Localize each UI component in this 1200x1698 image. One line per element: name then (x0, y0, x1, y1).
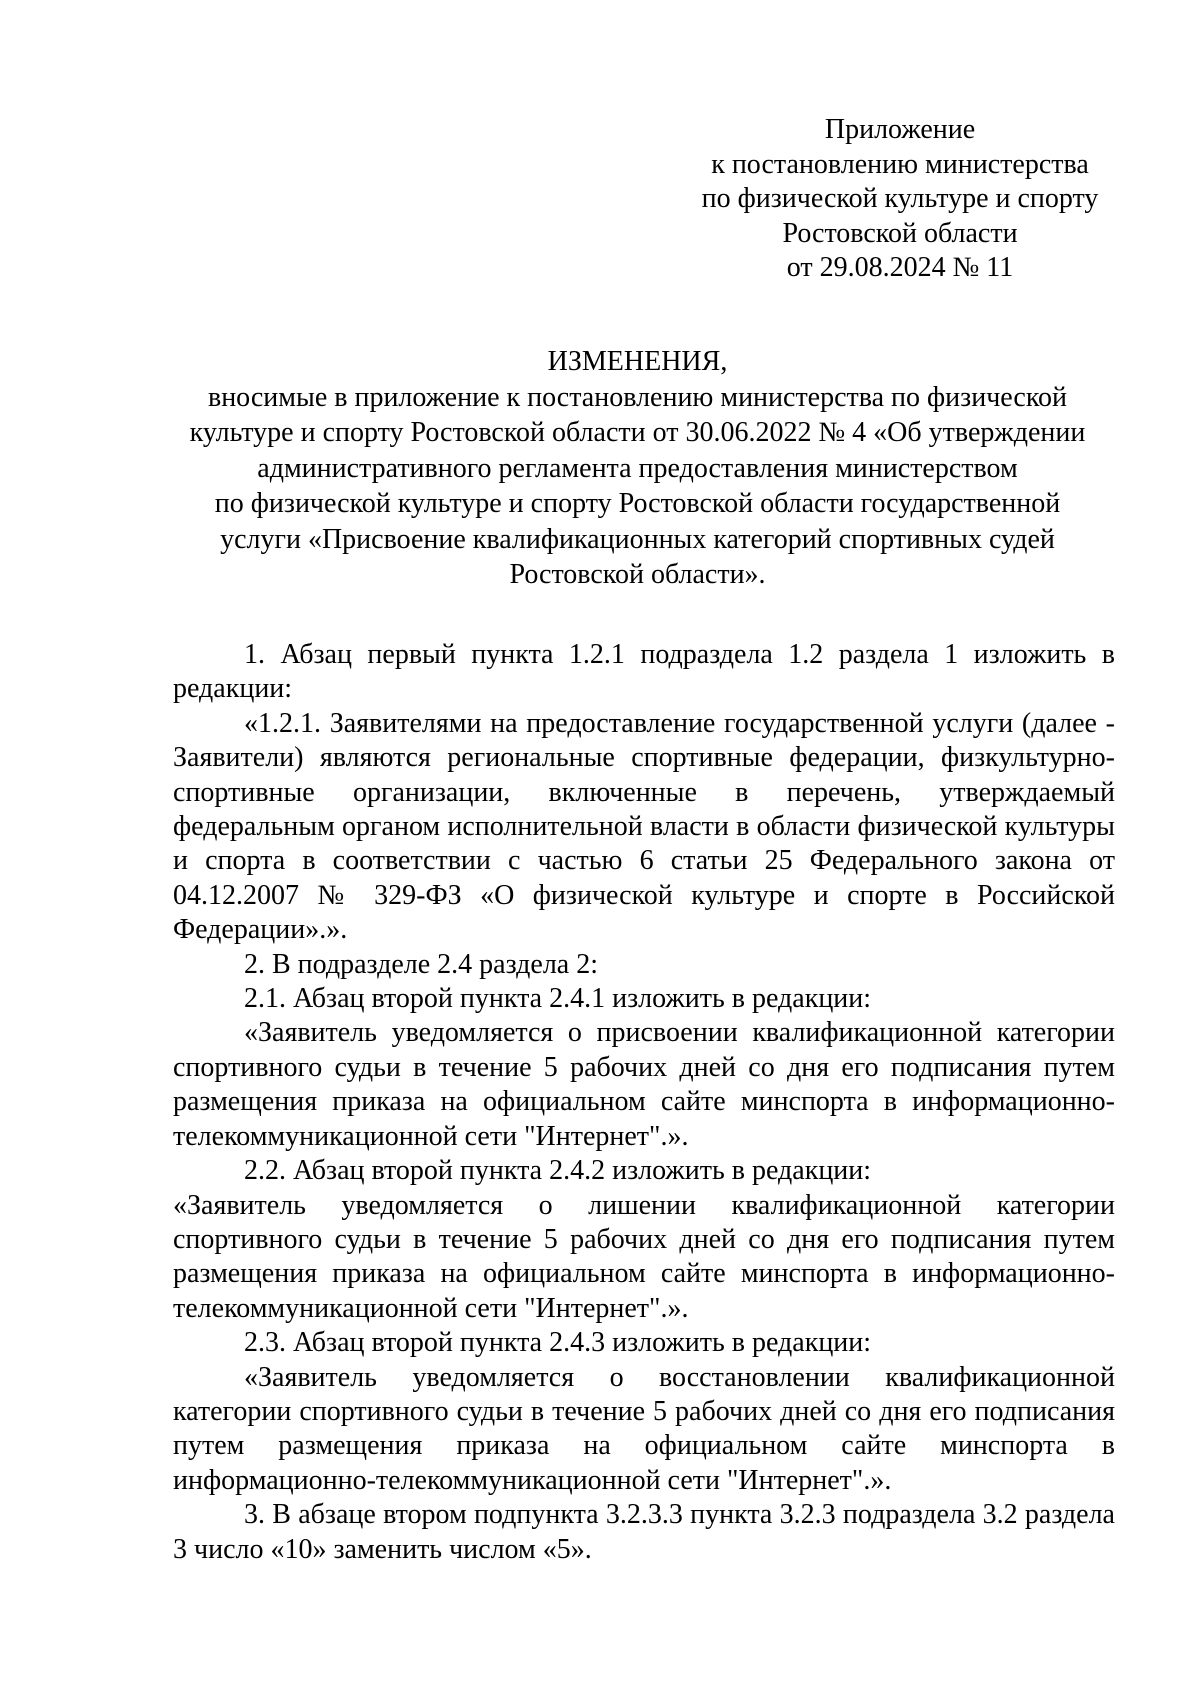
document-body (173, 638, 1115, 1567)
paragraph-2-3: 2.3. Абзац второй пункта 2.4.3 изложить в редакции: (244, 1327, 872, 1359)
title-line: культуре и спорту Ростовской области от 30.06.2022 № 4 «Об утверждении (189, 417, 1086, 448)
paragraph-2-1-quote: «Заявитель уведомляется о присвоении квалификационной категории спортивного судьи в течение 5 рабочих дней со дня его подписания путем размещения приказа на официальном сайте минспорта в информационно-телекоммуникационной сети "Интернет".». (173, 1017, 1115, 1152)
paragraph-1: 1. Абзац первый пункта 1.2.1 подраздела 1.2 раздела 1 изложить в редакции: (173, 639, 1115, 705)
document-title (160, 344, 1115, 593)
appendix-line: от 29.08.2024 № 11 (786, 252, 1014, 283)
appendix-line: Ростовской области (782, 217, 1018, 249)
appendix-header (690, 113, 1110, 286)
paragraph-1-2-1-quote: «1.2.1. Заявителями на предоставление государственной услуги (далее - Заявители) являются региональные спортивные федерации, физкультурно-спортивные организации, включенные в перечень, утверждаемый федеральным органом исполнительной власти в области физической культуры и спорта в соответствии с частью 6 статьи 25 Федерального закона от 04.12.2007 № 329-ФЗ «О физической культуре и спорте в Российской Федерации».». (173, 707, 1115, 946)
paragraph-2-2: 2.2. Абзац второй пункта 2.4.2 изложить в редакции: (244, 1155, 872, 1187)
title-line: административного регламента предоставления министерством (257, 452, 1018, 484)
paragraph-2-3-quote: «Заявитель уведомляется о восстановлении квалификационной категории спортивного судьи в течение 5 рабочих дней со дня его подписания путем размещения приказа на официальном сайте минспорта в информационно-телекоммуникационной сети "Интернет".». (173, 1361, 1115, 1496)
paragraph-3: 3. В абзаце втором подпункта 3.2.3.3 пункта 3.2.3 подраздела 3.2 раздела 3 число «10» заменить числом «5». (173, 1499, 1115, 1565)
appendix-line: по физической культуре и спорту (701, 183, 1099, 214)
title-line: вносимые в приложение к постановлению министерства по физической (207, 381, 1068, 413)
appendix-line: к постановлению министерства (711, 148, 1089, 180)
paragraph-2-1: 2.1. Абзац второй пункта 2.4.1 изложить в редакции: (244, 983, 872, 1015)
title-line: по физической культуре и спорту Ростовской области государственной (214, 488, 1061, 519)
title-heading: ИЗМЕНЕНИЯ, (547, 346, 728, 377)
appendix-line: Приложение (824, 114, 976, 145)
title-line: Ростовской области». (509, 559, 766, 590)
title-line: услуги «Присвоение квалификационных категорий спортивных судей (220, 523, 1055, 555)
paragraph-2-2-quote: «Заявитель уведомляется о лишении квалификационной категории спортивного судьи в течение 5 рабочих дней со дня его подписания путем размещения приказа на официальном сайте минспорта в информационно-телекоммуникационной сети "Интернет".». (173, 1189, 1115, 1324)
paragraph-2: 2. В подразделе 2.4 раздела 2: (244, 948, 598, 980)
